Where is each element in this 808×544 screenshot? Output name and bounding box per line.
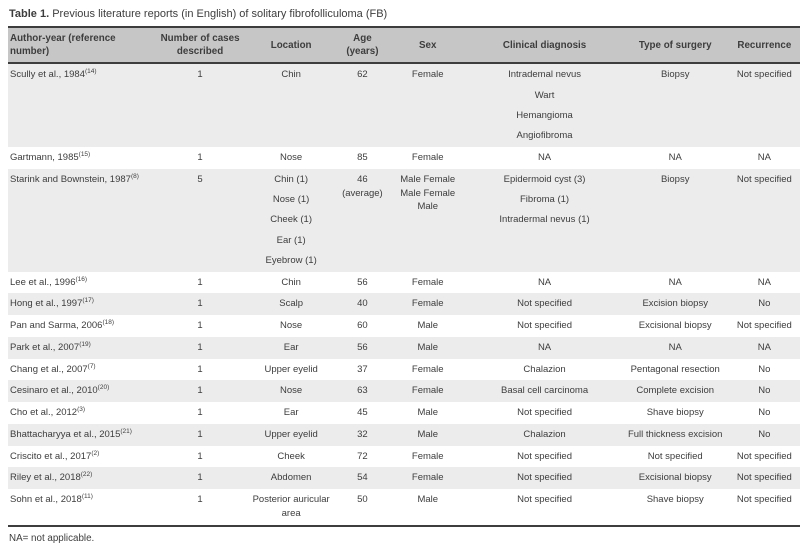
col-header-type-of-surgery: Type of surgery <box>622 27 729 63</box>
cell-diagnosis-line: Basal cell carcinoma <box>500 385 589 397</box>
author-text: Hong et al., 1997 <box>10 298 83 310</box>
cell-age-line: 56 <box>357 341 368 353</box>
cell-location-line: Scalp <box>279 298 304 310</box>
table-row <box>8 424 800 446</box>
cell-location <box>246 147 337 169</box>
cell-diagnosis <box>467 147 621 169</box>
cell-location-line: Nose <box>280 320 303 332</box>
cell-recurrence: Not specified <box>736 173 792 185</box>
table-row <box>8 293 800 315</box>
cell-surgery: Not specified <box>647 450 703 462</box>
cell-sex <box>388 272 467 294</box>
cell-surgery: Excisional biopsy <box>638 320 712 332</box>
cell-sex-line: Male Female <box>400 173 456 185</box>
cell-cases: 1 <box>197 385 203 397</box>
cell-sex <box>388 424 467 446</box>
cell-location <box>246 467 337 489</box>
cell-diagnosis-line: Not specified <box>517 407 572 419</box>
table-row <box>8 169 800 272</box>
cell-age-line: 32 <box>357 428 368 440</box>
cell-cases: 1 <box>197 276 203 288</box>
author-text: Cho et al., 2012 <box>10 407 78 419</box>
cell-age <box>337 147 388 169</box>
cell-recurrence: NA <box>757 152 771 163</box>
cell-author <box>8 402 155 424</box>
cell-age <box>337 467 388 489</box>
cell-recurrence: Not specified <box>736 69 792 81</box>
cell-surgery: NA <box>668 341 682 353</box>
cell-age <box>337 402 388 424</box>
cell-sex-line: Female <box>411 450 444 462</box>
cell-age-line: 72 <box>357 450 368 462</box>
cell-surgery: Biopsy <box>660 173 690 185</box>
cell-surgery: NA <box>668 276 682 288</box>
cell-location-line: Cheek <box>277 450 305 462</box>
reference-number: (14) <box>85 68 97 76</box>
cell-age <box>337 315 388 337</box>
cell-recurrence: Not specified <box>736 494 792 506</box>
cell-location-line: Ear <box>283 407 299 419</box>
author-text: Cesinaro et al., 2010 <box>10 385 98 397</box>
cell-author <box>8 169 155 272</box>
cell-age-line: 50 <box>357 494 368 506</box>
reference-number: (22) <box>80 471 93 479</box>
cell-diagnosis-line: Chalazion <box>523 363 566 375</box>
cell-surgery: Pentagonal resection <box>630 363 720 375</box>
cell-age-line: 46 <box>357 173 368 185</box>
reference-number: (16) <box>75 275 88 283</box>
cell-age <box>337 380 388 402</box>
author-text: Gartmann, 1985 <box>10 152 79 163</box>
table-row <box>8 467 800 489</box>
cell-sex-line: Male <box>417 494 439 506</box>
cell-sex <box>388 63 467 147</box>
cell-diagnosis-line: NA <box>537 341 552 353</box>
cell-cases: 5 <box>197 173 203 185</box>
cell-age <box>337 359 388 381</box>
cell-sex-line: Male <box>417 341 439 353</box>
cell-sex-line: Female <box>411 69 444 81</box>
cell-location <box>246 424 337 446</box>
cell-cases: 1 <box>197 69 203 81</box>
author-text: Criscito et al., 2017 <box>10 450 92 462</box>
cell-surgery: Shave biopsy <box>646 407 704 419</box>
cell-author <box>8 467 155 489</box>
cell-location-line: Cheek (1) <box>270 214 312 226</box>
cell-location <box>246 402 337 424</box>
author-text: Riley et al., 2018 <box>10 472 81 484</box>
cell-cases: 1 <box>197 428 203 440</box>
col-header-clinical-diagnosis: Clinical diagnosis <box>467 27 621 63</box>
cell-author <box>8 293 155 315</box>
cell-location-line: Abdomen <box>270 472 312 484</box>
cell-cases: 1 <box>197 363 203 375</box>
reference-number: (18) <box>102 318 114 326</box>
cell-sex-line: Male <box>417 407 439 419</box>
author-text: Park et al., 2007 <box>10 341 80 353</box>
cell-cases: 1 <box>197 472 203 484</box>
cell-author <box>8 424 155 446</box>
cell-sex-line: Male <box>417 201 439 213</box>
cell-diagnosis <box>467 424 621 446</box>
cell-diagnosis-line: Wart <box>534 89 555 101</box>
table-header <box>8 27 800 63</box>
col-header-sex: Sex <box>388 27 467 63</box>
reference-number: (19) <box>79 340 91 348</box>
cell-age-line: 60 <box>357 320 368 332</box>
cell-location-line: Nose (1) <box>272 194 310 206</box>
cell-sex-line: Female <box>411 363 444 375</box>
reference-number: (3) <box>77 406 86 414</box>
cell-diagnosis-line: Hemangioma <box>516 109 573 121</box>
table-row <box>8 359 800 381</box>
cell-cases: 1 <box>197 298 203 310</box>
cell-location-line: Chin <box>281 69 301 81</box>
cell-recurrence: No <box>758 385 771 397</box>
cell-diagnosis-line: Angiofibroma <box>516 130 573 142</box>
cell-location-line: Upper eyelid <box>264 363 318 375</box>
cell-age-line: 56 <box>357 276 368 288</box>
cell-location-line: Ear (1) <box>276 234 306 246</box>
cell-diagnosis-line: Not specified <box>517 494 572 506</box>
cell-cases: 1 <box>197 450 203 462</box>
cell-recurrence: Not specified <box>736 472 792 484</box>
cell-author <box>8 315 155 337</box>
cell-age-line: 63 <box>357 385 368 397</box>
col-header-author-year: Author-year (reference number) <box>8 27 155 63</box>
table-row <box>8 272 800 294</box>
cell-diagnosis-line: Not specified <box>517 450 572 462</box>
cell-location-line: Chin <box>281 276 301 288</box>
cell-sex <box>388 169 467 272</box>
cell-age-line: (average) <box>342 187 383 199</box>
cell-diagnosis <box>467 337 621 359</box>
cell-recurrence: Not specified <box>736 320 792 332</box>
cell-location <box>246 446 337 468</box>
col-header-recurrence: Recurrence <box>729 27 800 63</box>
cell-location <box>246 380 337 402</box>
cell-sex <box>388 337 467 359</box>
reference-number: (15) <box>78 150 91 158</box>
cell-surgery: Shave biopsy <box>646 494 704 506</box>
cell-cases: 1 <box>197 320 203 332</box>
cell-author <box>8 489 155 526</box>
reference-number: (7) <box>87 362 96 370</box>
cell-age-line: 85 <box>357 152 368 163</box>
cell-sex-line: Female <box>411 276 444 288</box>
cell-location-line: Chin (1) <box>274 173 309 185</box>
cell-diagnosis <box>467 380 621 402</box>
cell-location <box>246 359 337 381</box>
cell-diagnosis <box>467 467 621 489</box>
table-title-text: Previous literature reports (in English) of solitary fibrofolliculoma (FB) <box>52 8 388 20</box>
cell-age <box>337 63 388 147</box>
table-footnote: NA= not applicable. <box>9 532 95 544</box>
reference-number: (20) <box>97 384 110 392</box>
cell-sex-line: Male <box>417 428 439 440</box>
cell-cases: 1 <box>197 341 203 353</box>
cell-age <box>337 293 388 315</box>
cell-age <box>337 424 388 446</box>
reference-number: (17) <box>82 297 94 305</box>
cell-diagnosis <box>467 315 621 337</box>
reference-number: (11) <box>81 493 93 501</box>
reference-number: (21) <box>120 427 132 435</box>
table-body <box>8 63 800 525</box>
cell-diagnosis <box>467 293 621 315</box>
cell-recurrence: Not specified <box>736 450 792 462</box>
table-row <box>8 489 800 526</box>
cell-age-line: 54 <box>357 472 368 484</box>
table-row <box>8 402 800 424</box>
author-text: Scully et al., 1984 <box>10 69 85 81</box>
cell-location <box>246 272 337 294</box>
cell-diagnosis-line: Fibroma (1) <box>520 194 570 206</box>
cell-diagnosis-line: Not specified <box>517 472 572 484</box>
cell-sex-line: Female <box>411 152 444 163</box>
cell-sex <box>388 315 467 337</box>
cell-diagnosis-line: NA <box>537 152 552 163</box>
cell-location <box>246 63 337 147</box>
cell-diagnosis-line: Not specified <box>517 320 572 332</box>
cell-recurrence: NA <box>757 341 771 353</box>
cell-location-line: Nose <box>280 152 303 163</box>
cell-diagnosis-line: Intrademal nevus <box>508 69 581 81</box>
cell-age-line: 40 <box>357 298 368 310</box>
col-header-number-of-cases: Number of cases described <box>155 27 246 63</box>
cell-recurrence: No <box>758 363 771 375</box>
cell-location <box>246 315 337 337</box>
cell-surgery: Excisional biopsy <box>638 472 712 484</box>
cell-recurrence: No <box>758 407 771 419</box>
table-title <box>8 5 800 26</box>
cell-location-line: Eyebrow (1) <box>265 254 317 266</box>
cell-diagnosis-line: Chalazion <box>523 428 566 440</box>
cell-sex <box>388 402 467 424</box>
table-row <box>8 446 800 468</box>
cell-diagnosis-line: NA <box>537 276 552 288</box>
cell-age <box>337 169 388 272</box>
cell-sex <box>388 446 467 468</box>
cell-author <box>8 380 155 402</box>
cell-age <box>337 272 388 294</box>
reference-number: (8) <box>130 172 139 180</box>
author-text: Starink and Bownstein, 1987 <box>10 173 131 185</box>
cell-sex-line: Female <box>411 472 444 484</box>
cell-diagnosis <box>467 402 621 424</box>
cell-location <box>246 337 337 359</box>
author-text: Sohn et al., 2018 <box>10 494 82 506</box>
cell-author <box>8 337 155 359</box>
cell-diagnosis <box>467 489 621 526</box>
cell-surgery: NA <box>668 152 682 163</box>
cell-author <box>8 63 155 147</box>
cell-diagnosis-line: Not specified <box>517 298 572 310</box>
cell-age-line: 45 <box>357 407 368 419</box>
cell-sex <box>388 359 467 381</box>
cell-cases: 1 <box>197 494 203 506</box>
col-header-age: Age (years) <box>337 27 388 63</box>
cell-location-line: Upper eyelid <box>264 428 318 440</box>
cell-cases: 1 <box>197 407 203 419</box>
cell-diagnosis <box>467 169 621 272</box>
cell-location-line: Ear <box>283 341 299 353</box>
header-row <box>8 27 800 63</box>
cell-recurrence: NA <box>757 276 771 288</box>
cell-location-line: Posterior auricular area <box>252 494 330 520</box>
cell-diagnosis <box>467 63 621 147</box>
table-row <box>8 337 800 359</box>
cell-recurrence: No <box>758 428 771 440</box>
cell-author <box>8 147 155 169</box>
cell-surgery: Excision biopsy <box>642 298 708 310</box>
author-text: Pan and Sarma, 2006 <box>10 320 103 332</box>
cell-location <box>246 169 337 272</box>
cell-diagnosis-line: Intradermal nevus (1) <box>499 214 590 226</box>
cell-location-line: Nose <box>280 385 303 397</box>
cell-sex <box>388 147 467 169</box>
cell-sex <box>388 467 467 489</box>
cell-surgery: Complete excision <box>636 385 715 397</box>
cell-sex <box>388 380 467 402</box>
cell-sex <box>388 489 467 526</box>
cell-age <box>337 337 388 359</box>
cell-recurrence: No <box>758 298 771 310</box>
cell-location <box>246 489 337 526</box>
cell-diagnosis <box>467 272 621 294</box>
table-row <box>8 380 800 402</box>
table-row <box>8 315 800 337</box>
cell-diagnosis <box>467 359 621 381</box>
col-header-location: Location <box>246 27 337 63</box>
cell-surgery: Biopsy <box>660 69 690 81</box>
cell-diagnosis-line: Epidermoid cyst (3) <box>503 173 586 185</box>
cell-sex-line: Female <box>411 385 444 397</box>
cell-age <box>337 489 388 526</box>
author-text: Lee et al., 1996 <box>10 276 76 288</box>
cell-location <box>246 293 337 315</box>
author-text: Bhattacharyya et al., 2015 <box>10 428 121 440</box>
table-row <box>8 63 800 147</box>
cell-diagnosis <box>467 446 621 468</box>
table-row <box>8 147 800 169</box>
cell-age-line: 37 <box>357 363 368 375</box>
cell-sex-line: Male <box>417 320 439 332</box>
cell-author <box>8 272 155 294</box>
cell-sex-line: Male Female <box>400 187 456 199</box>
cell-age-line: 62 <box>357 69 368 81</box>
cell-surgery: Full thickness excision <box>627 428 723 440</box>
cell-author <box>8 446 155 468</box>
cell-age <box>337 446 388 468</box>
reference-number: (2) <box>91 449 100 457</box>
cell-sex-line: Female <box>411 298 444 310</box>
author-text: Chang et al., 2007 <box>10 363 88 375</box>
cell-sex <box>388 293 467 315</box>
table-title-label: Table 1. <box>9 8 50 20</box>
cell-author <box>8 359 155 381</box>
cell-cases: 1 <box>197 152 203 163</box>
literature-table <box>8 26 800 527</box>
